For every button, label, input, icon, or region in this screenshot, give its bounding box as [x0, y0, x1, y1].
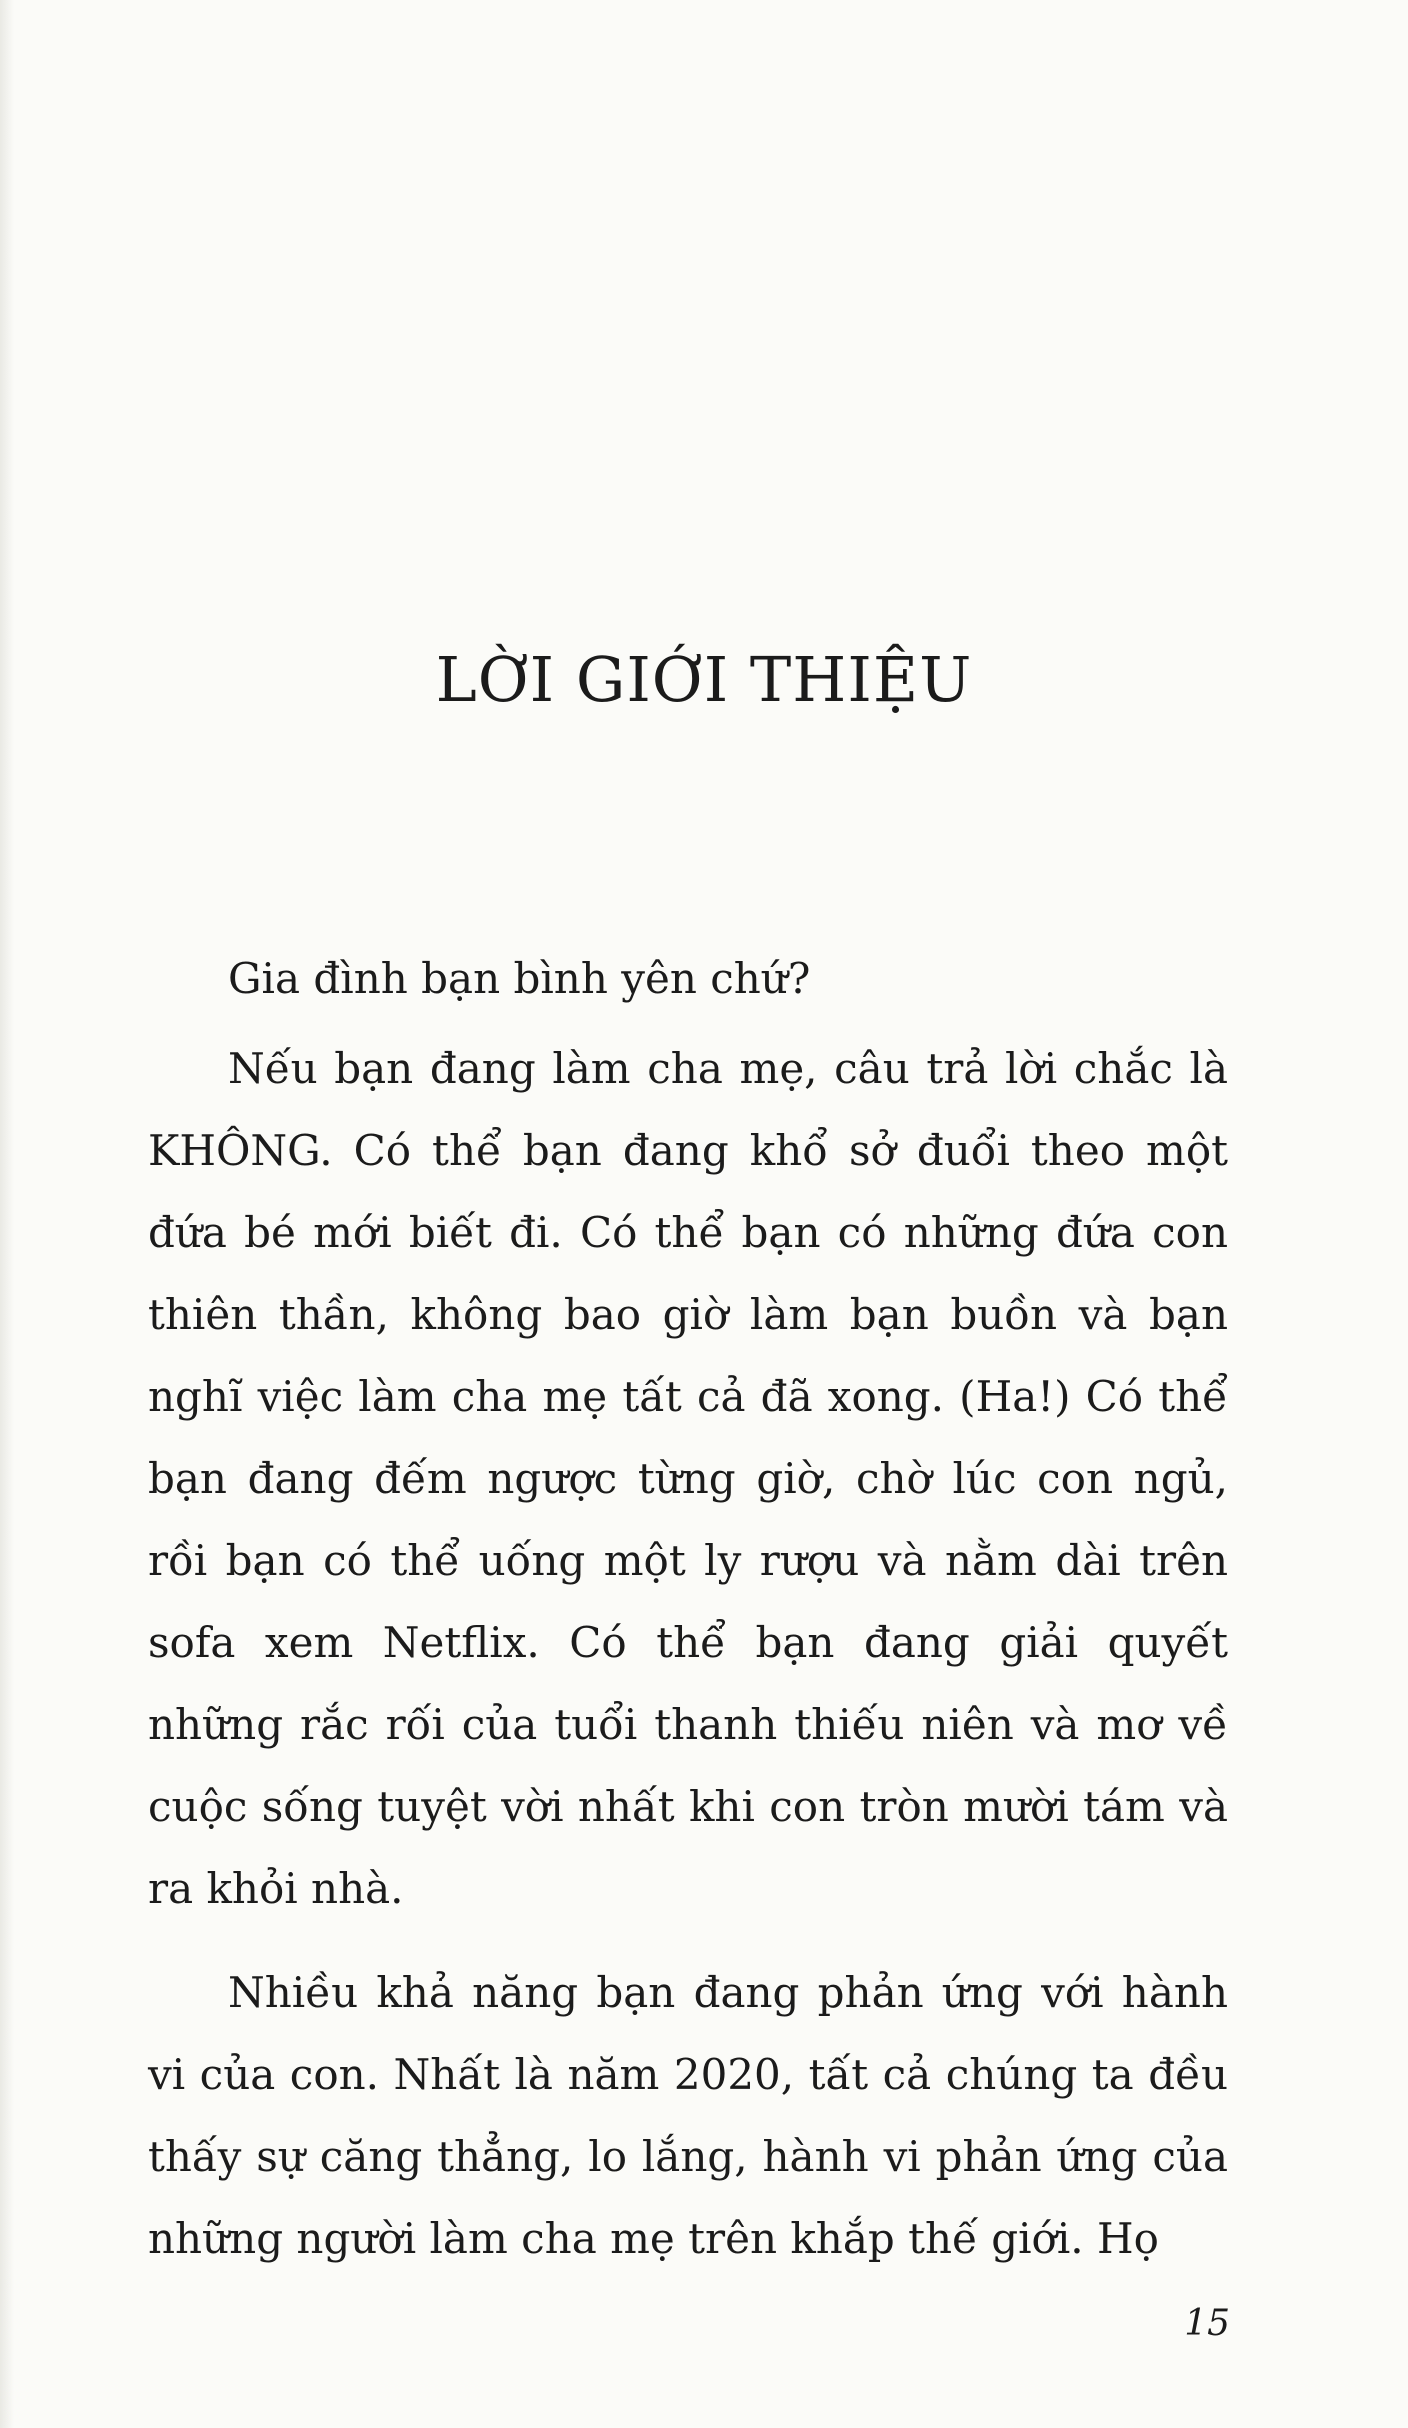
page-edge-shadow: [0, 0, 14, 2428]
page-number: 15: [1184, 2303, 1230, 2344]
chapter-heading: LỜI GIỚI THIỆU: [435, 643, 973, 716]
paragraph-reactions: Nhiều khả năng bạn đang phản ứng với hành vi của con. Nhất là năm 2020, tất cả chúng ta đều thấy sự căng thẳng, lo lắng, hành vi phản ứng của những người làm cha mẹ trên khắp thế giới. Họ: [148, 1968, 1228, 2263]
paragraph-greeting: Gia đình bạn bình yên chứ?: [228, 954, 811, 1003]
body-text: [148, 938, 1228, 2280]
paragraph-parenting: Nếu bạn đang làm cha mẹ, câu trả lời chắc là KHÔNG. Có thể bạn đang khổ sở đuổi theo một đứa bé mới biết đi. Có thể bạn có những đứa con thiên thần, không bao giờ làm bạn buồn và bạn nghĩ việc làm cha mẹ tất cả đã xong. (Ha!) Có thể bạn đang đếm ngược từng giờ, chờ lúc con ngủ, rồi bạn có thể uống một ly rượu và nằm dài trên sofa xem Netflix. Có thể bạn đang giải quyết những rắc rối của tuổi thanh thiếu niên và mơ về cuộc sống tuyệt vời nhất khi con tròn mười tám và ra khỏi nhà.: [148, 1044, 1228, 1913]
